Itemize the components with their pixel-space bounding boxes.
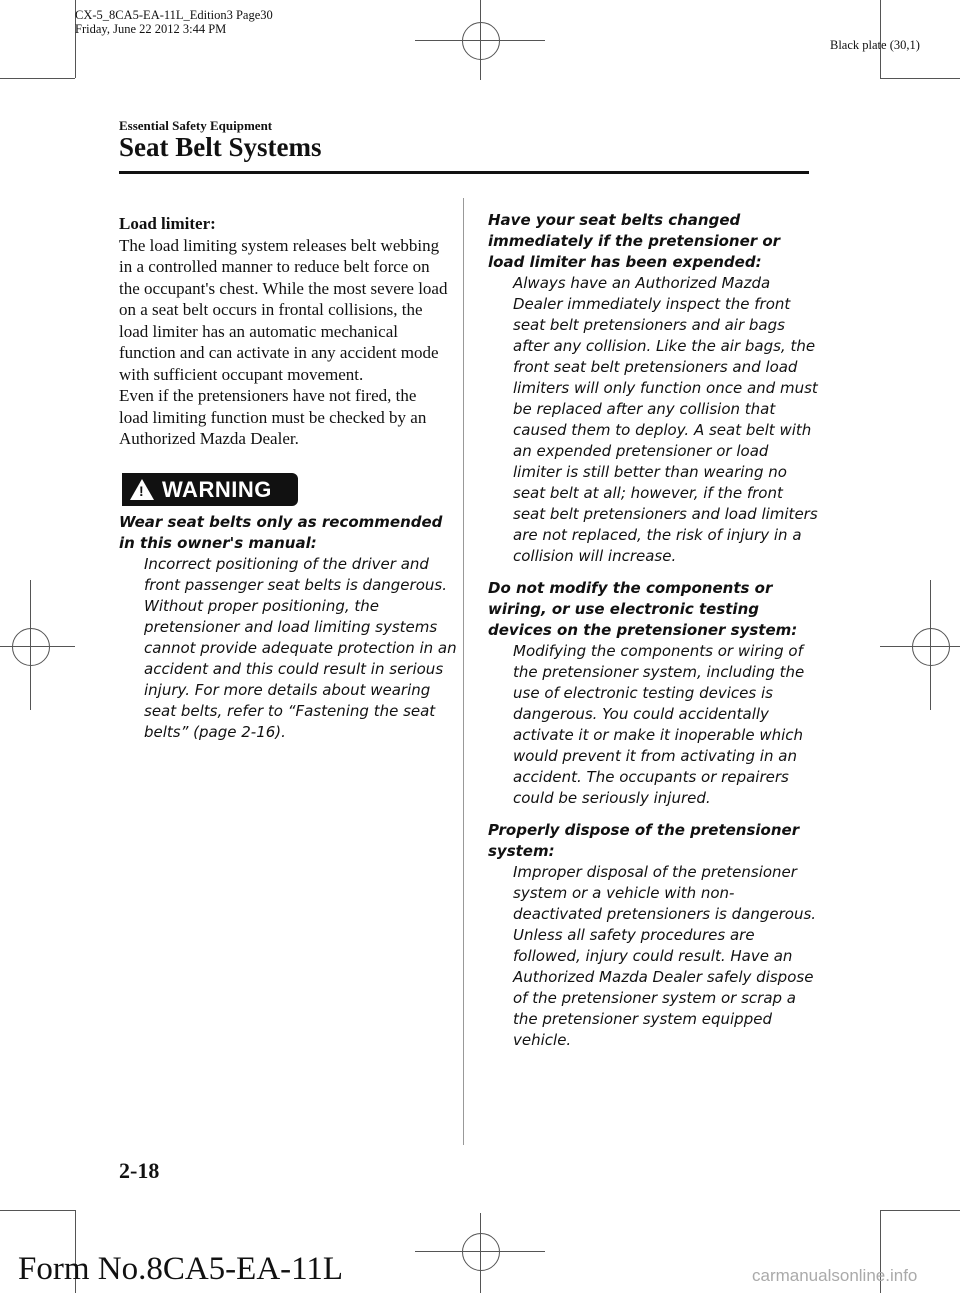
form-number: Form No.8CA5-EA-11L xyxy=(18,1251,344,1287)
section-label: Essential Safety Equipment xyxy=(119,118,273,133)
print-date: Friday, June 22 2012 3:44 PM xyxy=(75,22,227,36)
warning-body: Improper disposal of the pretensioner system or a vehicle with non-deactivated pretensioners is dangerous. Unless all safety procedures are followed, injury could result. Have an Authorized Mazda Dealer safely dispose of the pretensioner system or scrap a the pretensioner system equipped vehicle. xyxy=(513,863,817,1049)
pretensioner-check-paragraph: Even if the pretensioners have not fired, the load limiting function must be checked by an Authorized Mazda Dealer. xyxy=(119,386,427,448)
warning-item-wear-belts xyxy=(119,512,459,743)
warning-body: Modifying the components or wiring of the pretensioner system, including the use of electronic testing devices is dangerous. You could accidentally activate it or make it inoperable which would prevent it from activating in an accident. The occupants or repairers could be seriously injured. xyxy=(513,642,805,807)
warning-heading: Do not modify the components or wiring, or use electronic testing devices on the pretensioner system: xyxy=(488,579,798,639)
load-limiter-heading: Load limiter: xyxy=(119,214,216,233)
load-limiter-paragraph: The load limiting system releases belt webbing in a controlled manner to reduce belt force on the occupant's chest. While the most severe load on a seat belt occurs in frontal collisions, the load limiter has an automatic mechanical function and can activate in any accident mode with sufficient occupant movement. xyxy=(119,235,448,384)
warning-body: Always have an Authorized Mazda Dealer immediately inspect the front seat belt pretensioners and air bags after any collision. Like the air bags, the front seat belt pretensioners and load limiters will only function once and must be replaced after any collision that caused them to deploy. A seat belt with an expended pretensioner or load limiter is still better than wearing no seat belt at all; however, if the front seat belt pretensioners and load limiters are not replaced, the risk of injury in a collision will increase. xyxy=(513,274,818,565)
warning-badge xyxy=(122,473,298,506)
warning-item-do-not-modify xyxy=(488,578,818,809)
warning-label: WARNING xyxy=(162,476,272,502)
warning-item-dispose xyxy=(488,820,818,1051)
column-divider xyxy=(463,198,464,1145)
watermark: carmanualsonline.info xyxy=(752,1266,918,1285)
right-column xyxy=(488,210,818,1062)
left-column xyxy=(119,213,449,450)
warning-heading: Have your seat belts changed immediately if the pretensioner or load limiter has been expended: xyxy=(488,211,781,271)
page-title: Seat Belt Systems xyxy=(119,132,322,162)
page-number: 2-18 xyxy=(119,1158,160,1183)
warning-heading: Wear seat belts only as recommended in this owner's manual: xyxy=(119,513,443,552)
warning-body: Incorrect positioning of the driver and front passenger seat belts is dangerous. Without proper positioning, the pretensioner and load limiting systems cannot provide adequate protection in an accident and this could result in serious injury. For more details about wearing seat belts, refer to “Fastening the seat belts” (page 2-16). xyxy=(144,555,457,741)
file-info: CX-5_8CA5-EA-11L_Edition3 Page30 xyxy=(75,8,273,22)
plate-code: Black plate (30,1) xyxy=(830,38,920,52)
title-rule xyxy=(119,171,809,174)
print-metadata xyxy=(75,8,273,36)
warning-item-replace-expended xyxy=(488,210,818,567)
warning-triangle-icon: ! xyxy=(130,479,154,500)
warning-heading: Properly dispose of the pretensioner system: xyxy=(488,821,800,860)
